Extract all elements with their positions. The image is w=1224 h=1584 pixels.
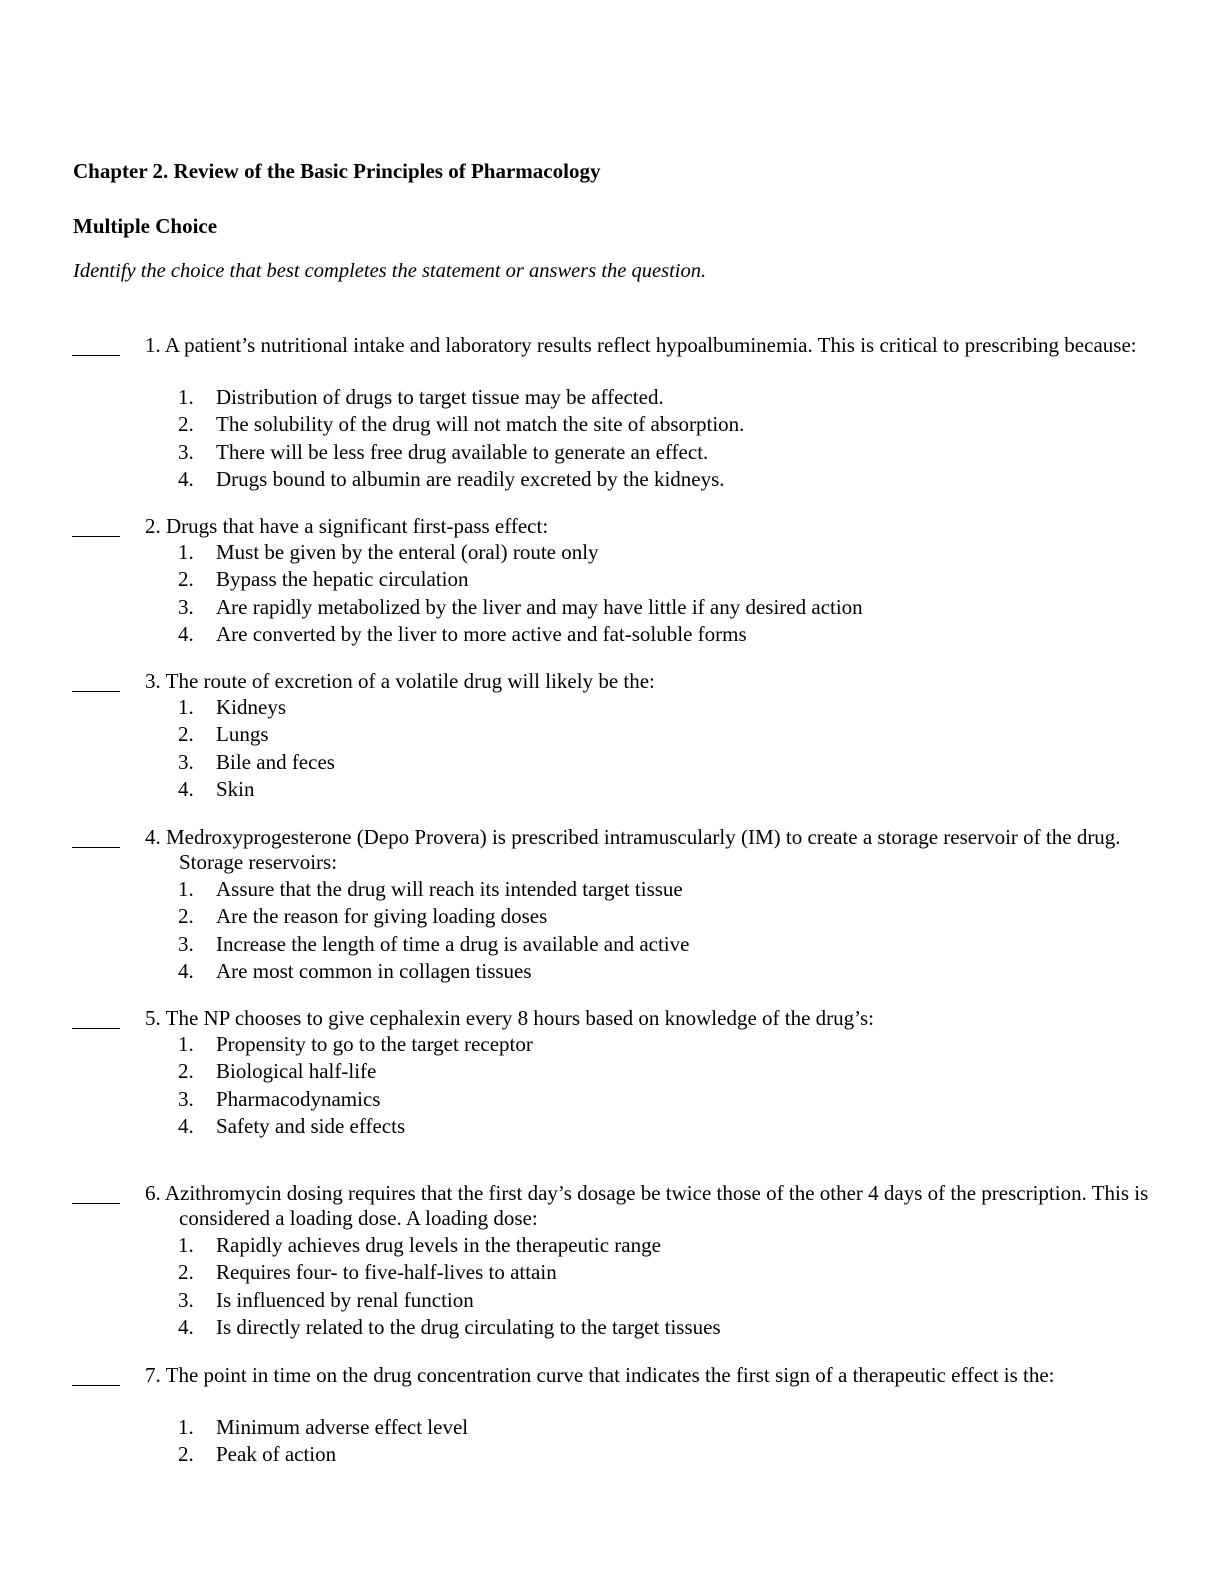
choice-1-3: 3. There will be less free drug available to generate an effect.	[178, 439, 709, 464]
choice-1-2: 2. The solubility of the drug will not match the site of absorption.	[178, 412, 745, 437]
chapter-title: Chapter 2. Review of the Basic Principles of Pharmacology	[73, 159, 601, 183]
choice-list-3	[178, 695, 335, 805]
choice-3-3: 3. Bile and feces	[178, 749, 335, 774]
question-stem-5: 5. The NP chooses to give cephalexin every 8 hours based on knowledge of the drug’s:	[145, 1006, 875, 1030]
choice-7-1: 1. Minimum adverse effect level	[178, 1415, 469, 1439]
choice-2-1: 1. Must be given by the enteral (oral) route only	[178, 540, 599, 564]
answer-blank-2[interactable]	[72, 536, 120, 537]
choice-list-5	[178, 1032, 533, 1142]
choice-2-4: 4. Are converted by the liver to more active and fat-soluble forms	[178, 622, 747, 647]
question-stem-4: 4. Medroxyprogesterone (Depo Provera) is prescribed intramuscularly (IM) to create a storage reservoir of the drug. Storage reservoirs:	[145, 825, 1121, 874]
choice-7-2: 2. Peak of action	[178, 1442, 337, 1467]
choice-list-6	[178, 1233, 721, 1343]
question-stem-1: 1. A patient’s nutritional intake and laboratory results reflect hypoalbuminemia. This is critical to prescribing because:	[145, 333, 1137, 357]
choice-1-4: 4. Drugs bound to albumin are readily excreted by the kidneys.	[178, 467, 725, 492]
choice-4-4: 4. Are most common in collagen tissues	[178, 959, 532, 984]
choice-3-4: 4. Skin	[178, 777, 255, 802]
choice-4-3: 3. Increase the length of time a drug is available and active	[178, 931, 690, 956]
answer-blank-6[interactable]	[72, 1203, 120, 1204]
choice-2-2: 2. Bypass the hepatic circulation	[178, 567, 469, 592]
choice-6-3: 3. Is influenced by renal function	[178, 1287, 474, 1312]
choice-6-1: 1. Rapidly achieves drug levels in the therapeutic range	[178, 1233, 661, 1257]
choice-5-3: 3. Pharmacodynamics	[178, 1086, 381, 1111]
answer-blank-3[interactable]	[72, 691, 120, 692]
answer-blank-4[interactable]	[72, 847, 120, 848]
choice-6-2: 2. Requires four- to five-half-lives to attain	[178, 1260, 557, 1285]
question-stem-2: 2. Drugs that have a significant first-pass effect:	[145, 514, 549, 538]
answer-blank-1[interactable]	[72, 355, 120, 356]
question-stem-3: 3. The route of excretion of a volatile drug will likely be the:	[145, 669, 655, 693]
choice-4-1: 1. Assure that the drug will reach its intended target tissue	[178, 877, 683, 901]
choice-1-1: 1. Distribution of drugs to target tissue may be affected.	[178, 385, 664, 409]
choice-list-1	[178, 385, 744, 495]
choice-5-1: 1. Propensity to go to the target receptor	[178, 1032, 533, 1056]
answer-blank-5[interactable]	[72, 1028, 120, 1029]
section-heading: Multiple Choice	[73, 214, 218, 238]
choice-3-2: 2. Lungs	[178, 722, 269, 747]
question-stem-6: 6. Azithromycin dosing requires that the first day’s dosage be twice those of the other 4 days of the prescription. This is considered a loading dose. A loading dose:	[145, 1181, 1149, 1230]
choice-5-2: 2. Biological half-life	[178, 1059, 377, 1084]
choice-list-7	[178, 1415, 468, 1470]
choice-6-4: 4. Is directly related to the drug circulating to the target tissues	[178, 1315, 721, 1340]
choice-4-2: 2. Are the reason for giving loading doses	[178, 904, 548, 929]
choice-list-2	[178, 540, 863, 650]
choice-5-4: 4. Safety and side effects	[178, 1114, 406, 1139]
choice-list-4	[178, 877, 689, 987]
instructions: Identify the choice that best completes the statement or answers the question.	[73, 260, 707, 282]
choice-3-1: 1. Kidneys	[178, 695, 286, 719]
choice-2-3: 3. Are rapidly metabolized by the liver and may have little if any desired action	[178, 594, 863, 619]
question-stem-7: 7. The point in time on the drug concentration curve that indicates the first sign of a therapeutic effect is the:	[145, 1363, 1055, 1387]
answer-blank-7[interactable]	[72, 1385, 120, 1386]
